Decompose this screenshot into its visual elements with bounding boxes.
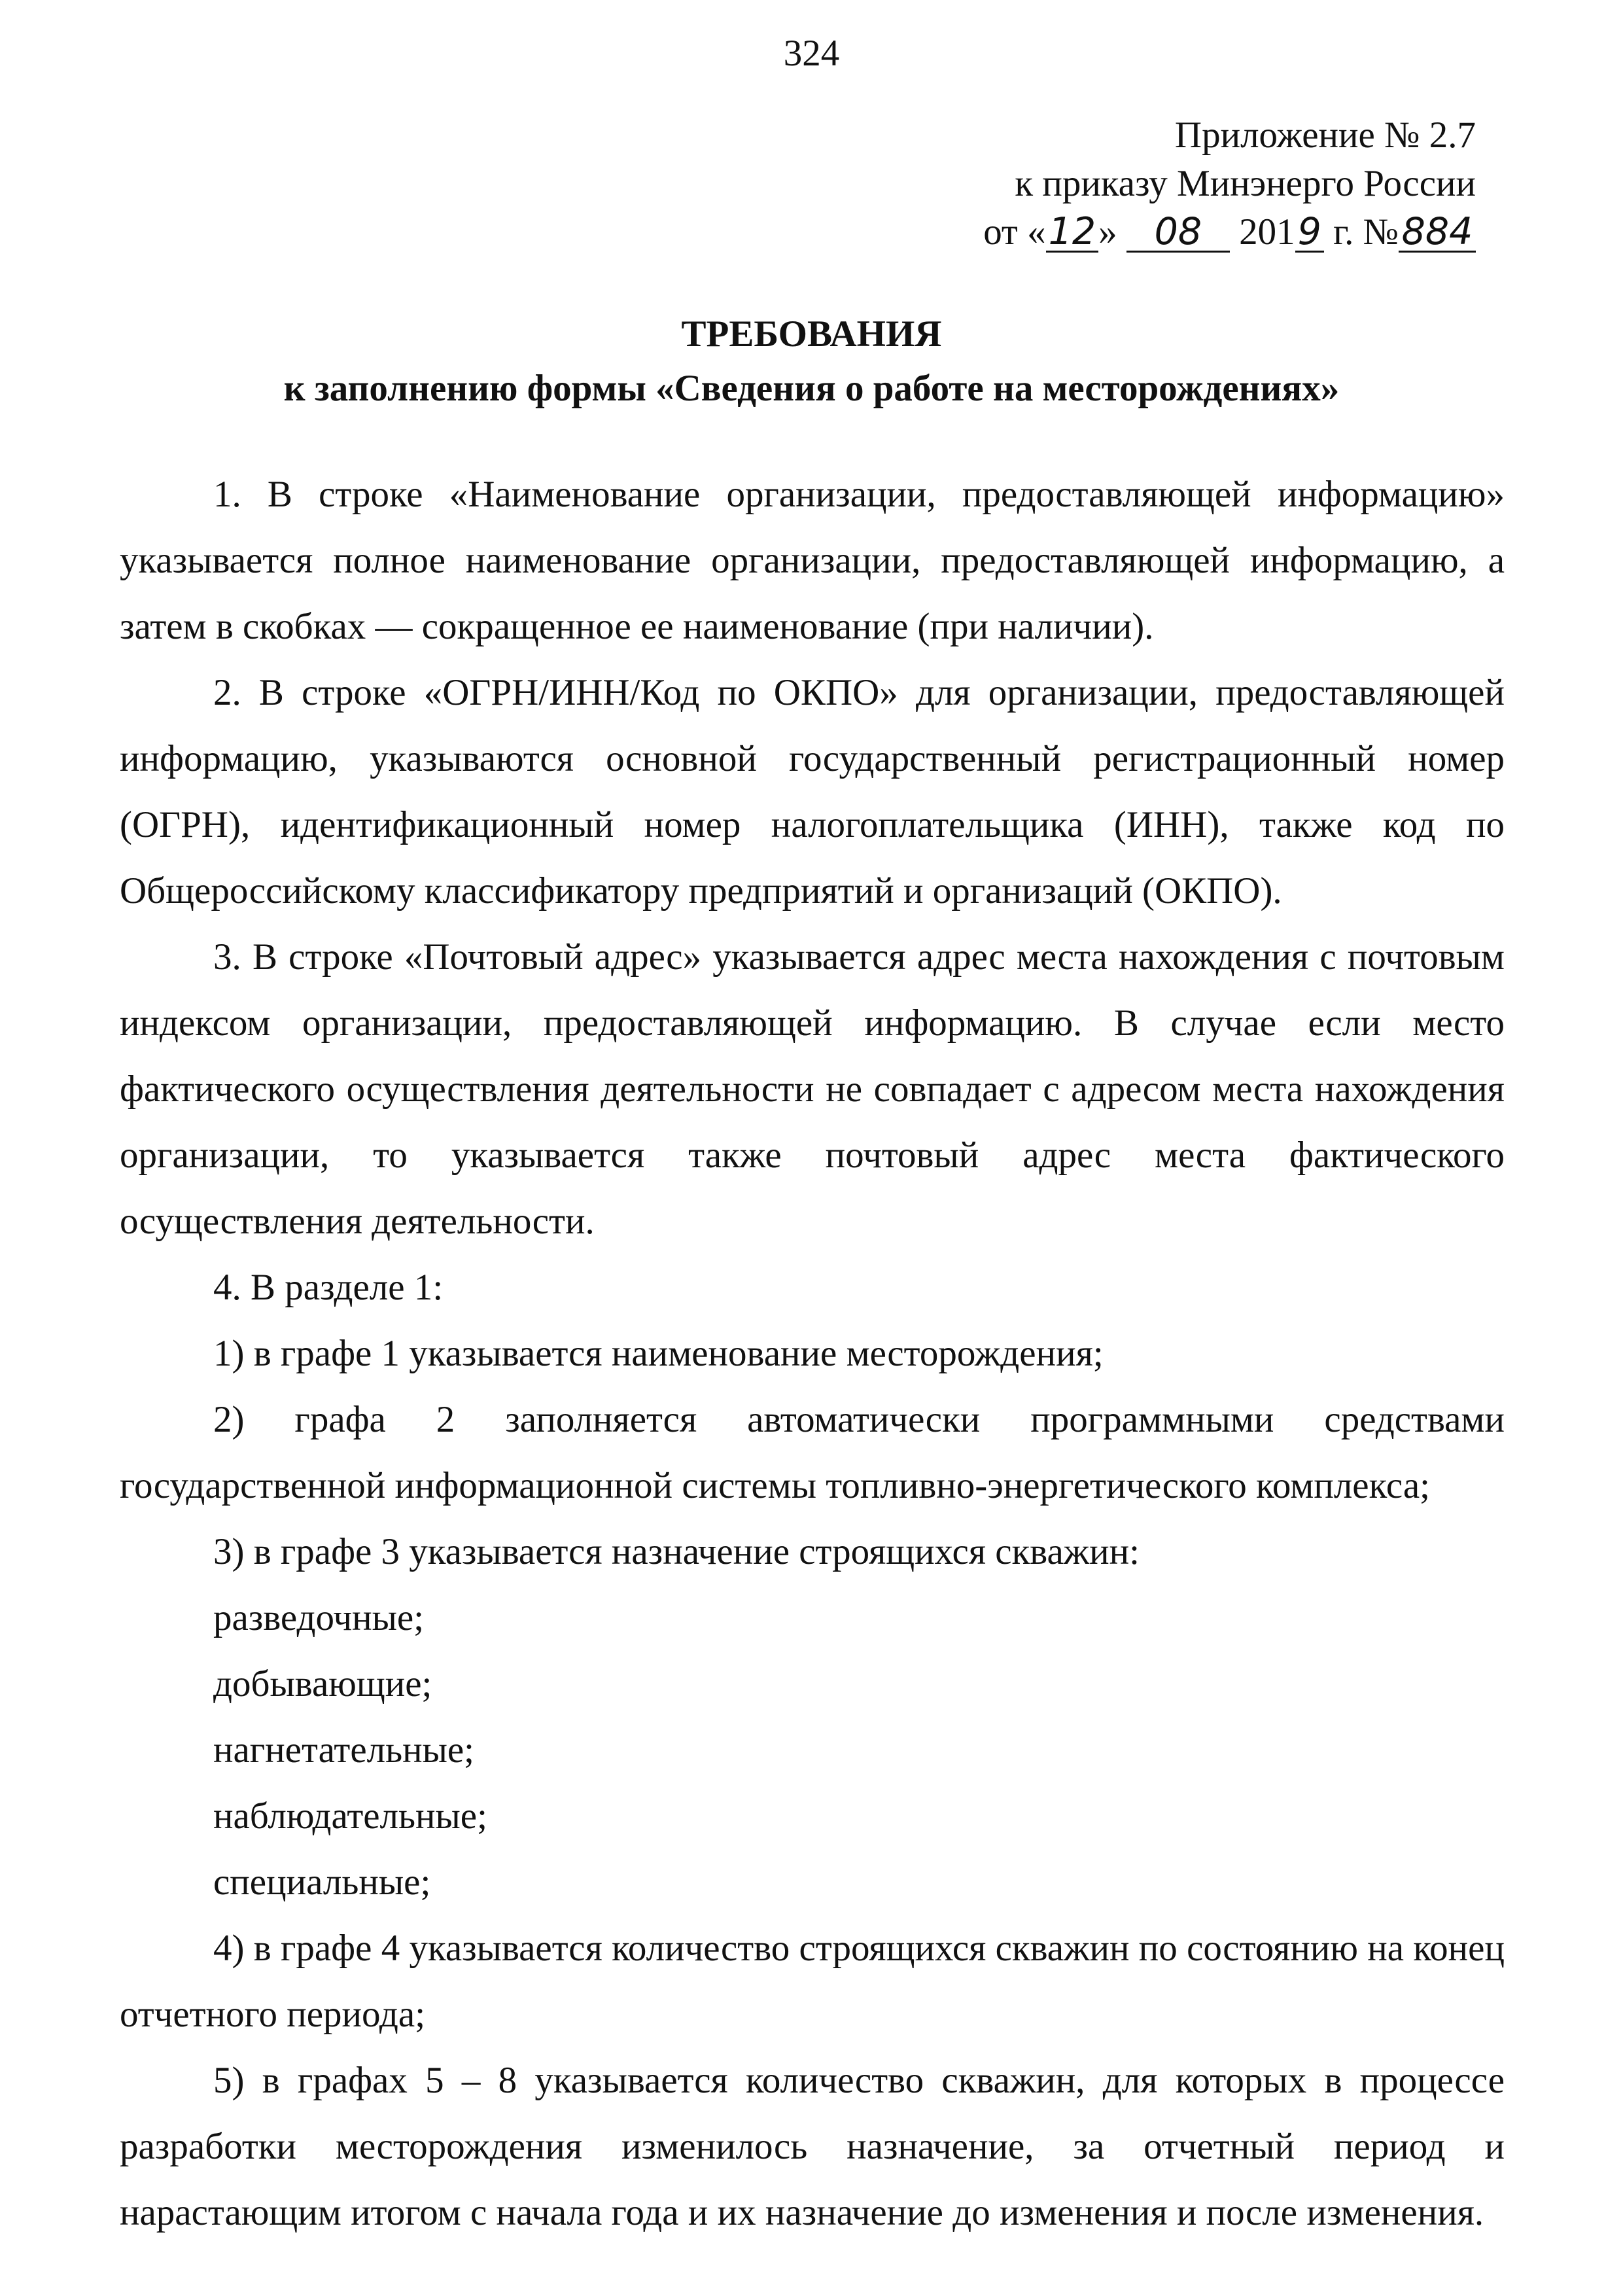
well-type-injection: нагнетательные; (213, 1729, 474, 1771)
date-day-handwritten: 12 (1046, 213, 1099, 253)
well-type-special: специальные; (213, 1862, 431, 1903)
date-suffix: г. № (1333, 211, 1399, 253)
document-title (0, 308, 1623, 415)
annex-date-line (983, 208, 1476, 256)
paragraph-4: 4. В разделе 1: (213, 1267, 444, 1308)
date-prefix: от « (983, 211, 1046, 253)
page-number: 324 (783, 33, 840, 74)
title-subheading: к заполнению формы «Сведения о работе на месторождениях» (283, 367, 1340, 409)
date-month-handwritten: 08 (1126, 213, 1230, 253)
date-mid: » (1098, 211, 1117, 253)
well-type-observation: наблюдательные; (213, 1795, 487, 1837)
list-item-4: 4) в графе 4 указывается количество строящихся скважин по состоянию на конец отчетного периода; (120, 1928, 1505, 2035)
paragraph-1: 1. В строке «Наименование организации, предоставляющей информацию» указывается полное наименование организации, предоставляющей информацию, а затем в скобках — сокращенное ее наименование (при наличии). (120, 474, 1505, 647)
list-item-2: 2) графа 2 заполняется автоматически программными средствами государственной информационной системы топливно-энергетического комплекса; (120, 1399, 1505, 1506)
list-item-3: 3) в графе 3 указывается назначение строящихся скважин: (213, 1531, 1140, 1572)
order-number-handwritten: 884 (1399, 213, 1476, 253)
list-item-5: 5) в графах 5 – 8 указывается количество скважин, для которых в процессе разработки месторождения изменилось назначение, за отчетный период и нарастающим итогом с начала года и их назначение до изменения и после изменения. (120, 2060, 1505, 2233)
annex-order-ref: к приказу Минэнерго России (1015, 163, 1476, 205)
date-year-handwritten: 9 (1295, 213, 1324, 253)
date-year-prefix: 201 (1239, 211, 1295, 253)
title-heading: ТРЕБОВАНИЯ (681, 313, 942, 355)
well-type-production: добывающие; (213, 1663, 432, 1704)
annex-header (983, 111, 1476, 256)
annex-number: Приложение № 2.7 (1174, 115, 1476, 156)
list-item-1: 1) в графе 1 указывается наименование месторождения; (213, 1333, 1104, 1374)
paragraph-3: 3. В строке «Почтовый адрес» указывается адрес места нахождения с почтовым индексом организации, предоставляющей информацию. В случае если место фактического осуществления деятельности не совпадает с адресом места нахождения организации, то указывается также почтовый адрес места фактического осуществления деятельности. (120, 936, 1505, 1242)
well-type-exploratory: разведочные; (213, 1597, 425, 1638)
document-body (120, 461, 1505, 2246)
paragraph-2: 2. В строке «ОГРН/ИНН/Код по ОКПО» для организации, предоставляющей информацию, указываются основной государственный регистрационный номер (ОГРН), идентификационный номер налогоплательщика (ИНН), также код по Общероссийскому классификатору предприятий и организаций (ОКПО). (120, 672, 1505, 911)
